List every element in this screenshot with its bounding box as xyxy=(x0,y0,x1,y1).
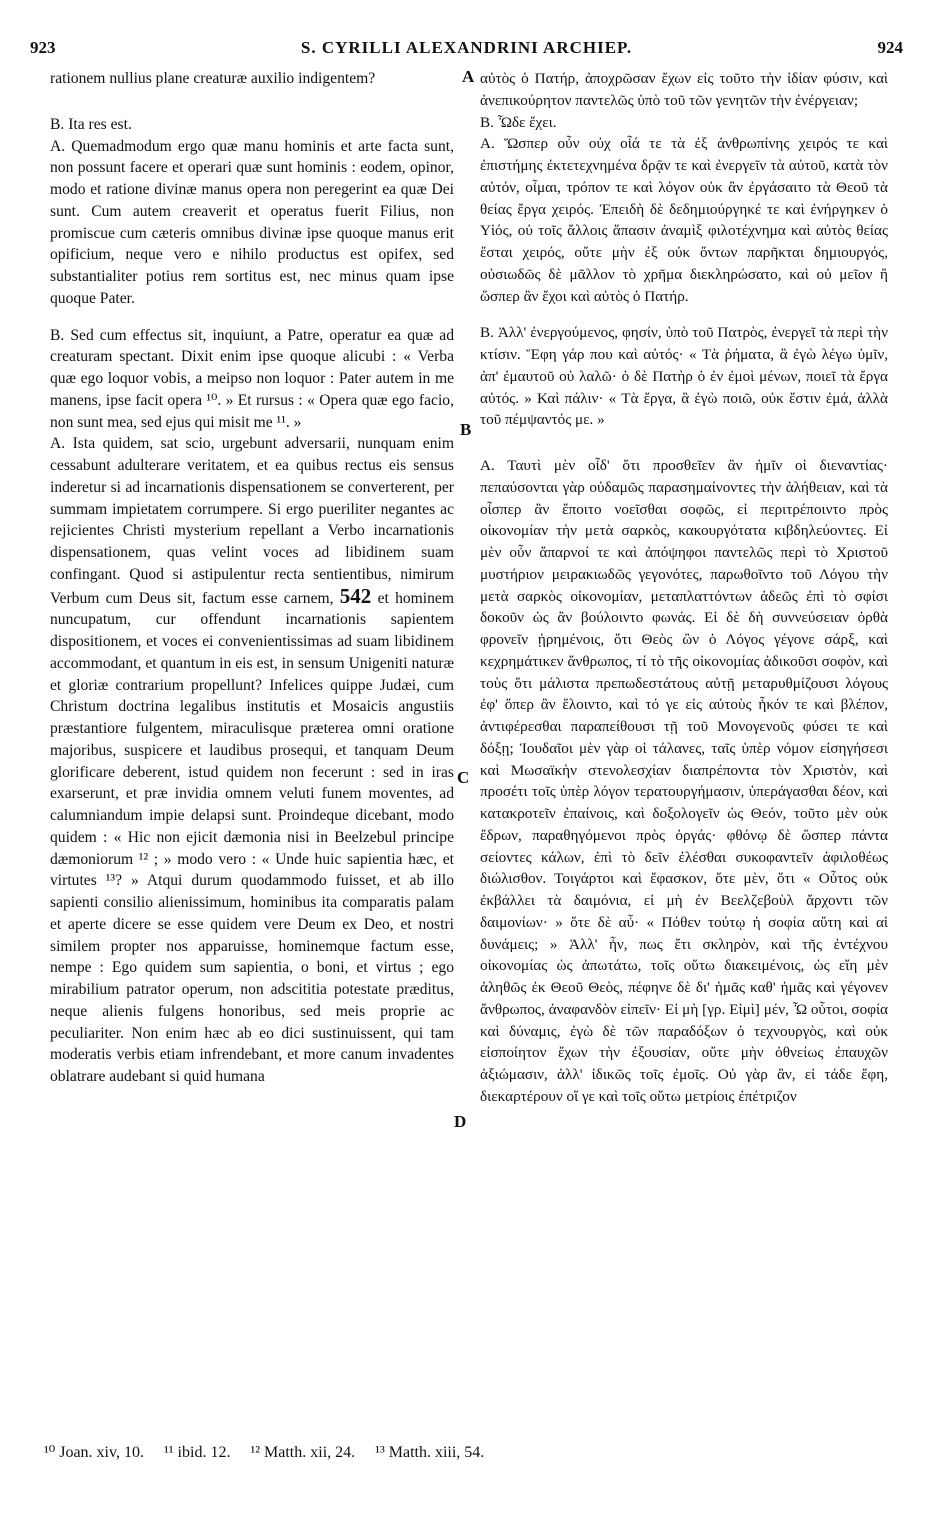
column-number: 542 xyxy=(339,583,372,608)
latin-paragraph-2: B. Ita res est. xyxy=(50,115,132,133)
page-number-right: 924 xyxy=(877,38,903,57)
latin-paragraph-5-part-2: et hominem nuncupatum, cur offendunt incarnationis sapientem dispositionem, et voces ei convenientissimas ad suam libidinem accommodant, et quantum in eis est, in sensum Unigeniti naturæ et gloriæ contrarium propellunt? Infelices quippe Judæi, cum Christum doctrina legalibus institutis et Mosaicis angustiis præstantiore fulgentem, miraculisque præterea omni oratione majoribus, suspicere et laudibus prosequi, et tanquam Deum glorificare deberent, istud quidem non fecerunt : sed in iras exarserunt, et præ invidia omnem veluti funem moventes, ad calumniandum impie delapsi sunt. Proindeque dicebant, modo quidem : « Hic non ejicit dæmonia nisi in Beelzebul principe dæmoniorum ¹² ; » modo vero : « Unde huic sapientia hæc, et virtutes ¹³? » Atqui durum quodammodo fuisset, et ab illo sapienti consilio alienissimum, hominibus ita comparatis palam et aperte dicere se esse quidem vere Deum ex Deo, et nostri similem propter nos apparuisse, hominemque factum esse, nempe : Ego quidem sum sapientia, o boni, et virtus ; ego mirabilium patrator operum, non adscititia potestate præditus, neque alienis fulgens honoribus, sed meis proprie ac peculiariter. Non enim hæc ab eo dici sustinuissent, qui tam moderatis verbis etiam infrendebant, et more canum invadentes oblatrare audebant si quid humana xyxy=(50,589,454,1085)
greek-column xyxy=(480,68,888,1108)
latin-paragraph-1: rationem nullius plane creaturæ auxilio indigentem? xyxy=(50,70,376,87)
footnote-13: ¹³ Matth. xiii, 54. xyxy=(375,1444,485,1461)
latin-paragraph-4: B. Sed cum effectus sit, inquiunt, a Patre, operatur ea quæ ad creaturam spectant. Dixit enim ipse quoque alicubi : « Verba quæ ego loquor vobis, a meipso non loquor : Pater autem in me manens, ipse facit opera ¹⁰. » Et rursus : « Opera quæ ego facio, non sunt mea, sed ejus qui misit me ¹¹. » xyxy=(50,326,454,431)
section-marker-b: B xyxy=(460,420,472,439)
greek-paragraph-3: Α. Ὥσπερ οὖν οὐχ οἷά τε τὰ ἐξ ἀνθρωπίνης χειρός τε καὶ ἐπιστήμης ἐκτετεχνημένα δρᾷν τε καὶ ἐνεργεῖν τὰ αὐτοῦ, κατὰ τὸν αὐτόν, οἶμαι, τρόπον τε καὶ λόγον οὐκ ἂν ἐργάσαιτο τὰ Θεοῦ τὰ θείας ἔργα χειρός. Ἐπειδὴ δὲ δεδημιούργηκέ τε καὶ ἐνήργηκεν ὁ Υἱός, οὐ τοῖς ἄλλοις ἅπασιν ἀναμὶξ φιλοτέχνημα καὶ αὐτὸς θείας ἔσται χειρός, οὔτε μὴν ἐξ οὐκ ὄντων παρῆκται δημιουργός, οὐσιωδῶς δὲ μᾶλλον τὸ χρῆμα διεκληρώσατο, καὶ οὐ μεῖον ἢ ὥσπερ ἂν ἔχοι καὶ αὐτὸς ὁ Πατήρ. xyxy=(480,135,888,305)
section-marker-c: C xyxy=(457,768,470,787)
latin-paragraph-5-part-1: A. Ista quidem, sat scio, urgebunt adversarii, nunquam enim cessabunt adulterare veritatem, et ea quibus rectus eis sensus inderetur si ad incarnationis dispensationem se converterent, per summam impietatem corrumpere. Si ergo pueriliter negantes ac rejicientes Christi mysterium repellant a Verbo incarnationis dispensationem, quas velint voces ad libidinem suam confingant. Quod si astipulentur recta sentientibus, nimirum Verbum cum Deus sit, factum esse carnem, xyxy=(50,435,454,607)
greek-paragraph-2: Β. Ὧδε ἔχει. xyxy=(480,113,557,131)
greek-paragraph-1: αὐτὸς ὁ Πατήρ, ἀποχρῶσαν ἔχων εἰς τοῦτο τὴν ἰδίαν φύσιν, καὶ ἀνεπικούρητον παντελῶς ὑπὸ τοῦ τῶν γενητῶν τὴν ἐνέργειαν; xyxy=(480,70,888,109)
footnotes xyxy=(44,1442,904,1462)
greek-paragraph-4: Β. Ἀλλ' ἐνεργούμενος, φησίν, ὑπὸ τοῦ Πατρὸς, ἐνεργεῖ τὰ περὶ τὴν κτίσιν. Ἔφη γάρ που καὶ αὐτός· « Τὰ ῥήματα, ἃ ἐγὼ λέγω ὑμῖν, ἀπ' ἐμαυτοῦ οὐ λαλῶ· ὁ δὲ Πατὴρ ὁ ἐν ἐμοὶ μένων, ποιεῖ τὰ ἔργα αὐτός. » Καὶ πάλιν· « Τὰ ἔργα, ἃ ἐγὼ ποιῶ, οὐκ ἔστιν ἐμά, ἀλλὰ τοῦ πέμψαντός με. » xyxy=(480,324,888,429)
footnote-11: ¹¹ ibid. 12. xyxy=(163,1444,231,1461)
page-number-left: 923 xyxy=(30,38,56,57)
footnote-12: ¹² Matth. xii, 24. xyxy=(250,1444,356,1461)
running-title: S. CYRILLI ALEXANDRINI ARCHIEP. xyxy=(300,38,633,57)
latin-column xyxy=(50,68,454,1088)
section-marker-a: A xyxy=(462,67,475,86)
latin-paragraph-3: A. Quemadmodum ergo quæ manu hominis et arte facta sunt, non possunt facere et operari quæ sunt hominis : eodem, opinor, modo et ratione divinæ manus opera non peregerint ea quæ Dei sunt. Cum autem creaverit et operatus fuerit Filius, non promiscue cum cæteris omnibus divinæ ipse quoque manus erit opificium, neque vero e nihilo productus est opifex, sed substantialiter potius rem sortitus est, nec minus quam ipse quoque Pater. xyxy=(50,137,454,307)
latin-paragraph-5 xyxy=(50,433,454,1088)
section-marker-d: D xyxy=(454,1112,467,1131)
footnote-10: ¹⁰ Joan. xiv, 10. xyxy=(44,1444,144,1461)
greek-paragraph-5: Α. Ταυτὶ μὲν οἶδ' ὅτι προσθεῖεν ἂν ἡμῖν οἱ διεναντίας· πεπαύσονται γὰρ οὐδαμῶς παρασημαίνοντες τὴν ἀλήθειαν, καὶ τὰ οἷσπερ ἂν ἕποιτο νοεῖσθαι σοφῶς, εἰ περιτρέποιντο πρὸς οἰκονομίαν τὴν μετὰ σαρκὸς, κακουργότατα κιβδηλεύοντες. Εἰ μὲν οὖν ἄπαρνοί τε καὶ ἀπόψηφοι παντελῶς περὶ τὸ Χριστοῦ μυστήριον μειρακιωδῶς γεγονότες, παρωθοῖντο τοῦ Λόγου τὴν μετὰ σαρκὸς οἰκονομίαν, μεταπλαττόντων ἀδεῶς ἐπὶ τὸ σφίσι δοκοῦν ὡς ἂν βούλοιντο φωνάς. Εἰ δὲ δὴ συννεύσειαν ὀρθὰ φρονεῖν ᾑρημένοις, ὅτι Θεὸς ὢν ὁ Λόγος γέγονε σάρξ, καὶ κεχρημάτικεν ἄνθρωπος, τί τὸ τῆς οἰκονομίας ἀδικοῦσι σοφὸν, καὶ τοὺς ὅτι μάλιστα πρεπωδεστάτους αὐτῇ μεταρυθμίζουσι λόγους ἐφ' ὅπερ ἂν ἕλοιντο, καὶ τό γε εἰς αὐτοὺς ἧκόν τε καὶ βλέπον, ἀντιφέρεσθαι παραπείθουσι τῇ τοῦ Μονογενοῦς φύσει τε καὶ δόξῃ; Ἰουδαῖοι μὲν γὰρ οἱ τάλανες, ταῖς ὑπὲρ νόμον εἰσηγήσεσι καὶ Μωσαϊκὴν στενολεσχίαν διαπρέποντα τὸν Χριστὸν, καὶ προσέτι τοῖς ὑπὲρ λόγον τερατουργήμασιν, ὑπεράγασθαι δέον, καὶ κατακροτεῖν ἐπαίνοις, καὶ δοξολογεῖν ὡς Θεόν, τοῦτο μὲν οὐκ ἔδρων, παραθηγόμενοι πρὸς ὀργάς· φθόνῳ δὲ ὥσπερ πάντα σείοντες κάλων, ἐπὶ τὸ δεῖν ἐλέσθαι συκοφαντεῖν ἀφιλοθέως διώλισθον. Τοιγάρτοι καὶ ἔφασκον, ὅτε μὲν, ὅτι « Οὗτος οὐκ ἐκβάλλει τὰ δαιμόνια, εἰ μὴ ἐν Βεελζεβοὺλ ἄρχοντι τῶν δαιμονίων· » ὅτε δὲ αὖ· « Πόθεν τούτῳ ἡ σοφία αὕτη καὶ αἱ δυνάμεις; » Ἀλλ' ἦν, πως ἔτι σκληρὸν, καὶ τῆς ἐντέχνου οἰκονομίας ὡς ἀπωτάτω, τοῖς οὕτω διακειμένοις, ὡς εἴη μὲν ἀληθῶς ἐκ Θεοῦ Θεὸς, πέφηνε δὲ δι' ἡμᾶς καθ' ἡμᾶς καὶ γέγονεν ἄνθρωπος, ἀναφανδὸν εἰπεῖν· Εἰ μὴ [γρ. Εἰμὶ] μέν, Ὦ οὗτοι, σοφία καὶ δύναμις, ἐγὼ δὲ τῶν παραδόξων ὁ τεχνουργὸς, καὶ οὐκ εἰσποίητον ἔχων τὴν ἐξουσίαν, οὔτε μὴν ὀθνείως ἐπαυχῶν ἀξιώμασιν, ἀλλ' ἰδικῶς τοῖς ἐμοῖς. Οὐ γὰρ ἂν, εἰ τάδε ἔφη, διεκαρτέρουν οἵ γε καὶ τοῖς οὕτω μετρίοις ἐπέτριζον xyxy=(480,457,888,1105)
page-header xyxy=(30,38,903,64)
